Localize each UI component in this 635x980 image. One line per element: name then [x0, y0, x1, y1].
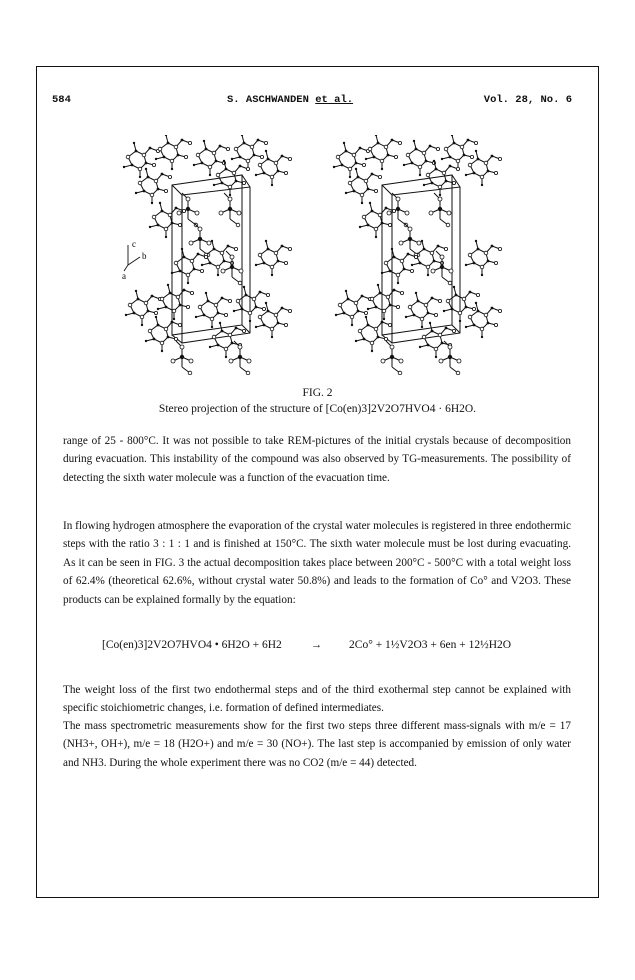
volume-issue: Vol. 28, No. 6	[483, 94, 572, 106]
running-authors: S. ASCHWANDEN et al.	[227, 94, 354, 106]
axis-c-label: c	[132, 239, 136, 249]
running-header	[52, 94, 582, 110]
decomposition-equation	[102, 639, 562, 651]
equation-right: 2Co° + 1½V2O3 + 6en + 12½H2O	[349, 639, 512, 651]
stereo-projection-figure	[110, 135, 530, 375]
axis-a-label: a	[122, 271, 126, 281]
paragraph-3: The weight loss of the first two endothermal steps and of the third exothermal step cannot be explained with specific stoichiometric changes, i.e. formation of defined intermediates.	[63, 684, 571, 715]
figure-caption: Stereo projection of the structure of [Co(en)3]2V2O7HVO4 · 6H2O.	[158, 403, 477, 415]
paragraph-4: The mass spectrometric measurements show for the first two steps three different mass-signals with m/e = 17 (NH3+, OH+), m/e = 18 (H2O+) and m/e = 30 (NO+). The last step is accompanied by emission of only water and NH3. During the whole experiment there was no CO2 (m/e = 44) detected.	[63, 720, 571, 769]
paragraph-1: range of 25 - 800°C. It was not possible to take REM-pictures of the initial crystals because of decomposition during evacuation. This instability of the compound was also observed by TG-measurements. The possibility of detecting the sixth water molecule was a function of the evacuation time.	[63, 435, 571, 484]
equation-left: [Co(en)3]2V2O7HVO4 • 6H2O + 6H2	[102, 639, 282, 651]
page-number: 584	[52, 94, 71, 106]
equation-arrow: →	[310, 639, 323, 651]
figure-label: FIG. 2	[302, 387, 333, 399]
paragraph-2: In flowing hydrogen atmosphere the evaporation of the crystal water molecules is registered in three endothermic steps with the ratio 3 : 1 : 1 and is finished at 150°C. The sixth water molecule must be lost during evacuating. As it can be seen in FIG. 3 the actual decomposition takes place between 200°C - 500°C with a total weight loss of 62.4% (theoretical 62.6%, without crystal water 50.8%) and leads to the formation of Co° and V2O3. These products can be explained formally by the equation:	[63, 520, 571, 606]
axis-b-label: b	[142, 251, 147, 261]
